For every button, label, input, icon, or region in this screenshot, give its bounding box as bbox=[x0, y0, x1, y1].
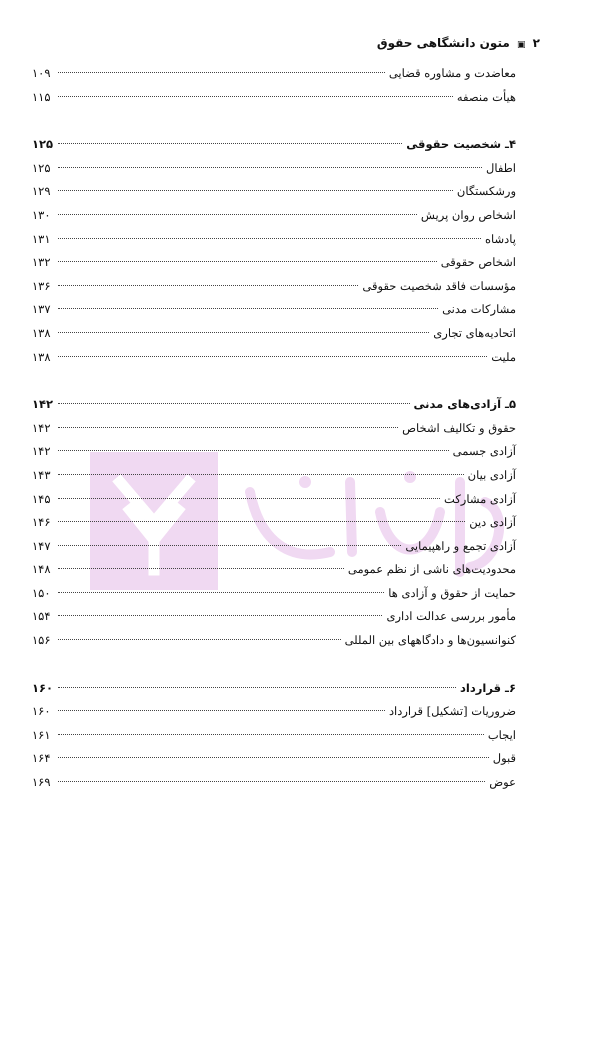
page-number: ۱۴۷ bbox=[32, 538, 51, 553]
toc-entry bbox=[32, 535, 516, 559]
toc-entry bbox=[32, 417, 516, 441]
toc-entry bbox=[32, 86, 516, 110]
page-number: ۱۴۳ bbox=[32, 467, 51, 482]
toc-section bbox=[32, 393, 516, 653]
dot-leader bbox=[58, 261, 437, 262]
dot-leader bbox=[58, 734, 484, 735]
toc-section bbox=[32, 133, 516, 369]
entry-title: مؤسسات فاقد شخصیت حقوقی bbox=[362, 278, 516, 293]
page-number: ۱۳۸ bbox=[32, 325, 51, 340]
toc-entry bbox=[32, 440, 516, 464]
entry-title: آزادی تجمع و راهپیمایی bbox=[405, 538, 516, 553]
entry-title: حمایت از حقوق و آزادی ها bbox=[388, 585, 516, 600]
dot-leader bbox=[58, 639, 341, 640]
dot-leader bbox=[58, 568, 344, 569]
page-number: ۱۵۶ bbox=[32, 633, 51, 648]
chapter-title: ۶ـ قرارداد bbox=[460, 680, 516, 695]
dot-leader bbox=[58, 190, 453, 191]
page-number: ۱۴۵ bbox=[32, 491, 51, 506]
toc-entry bbox=[32, 157, 516, 181]
page-number: ۱۴۲ bbox=[32, 420, 51, 435]
dot-leader bbox=[58, 285, 358, 286]
dot-leader bbox=[58, 72, 385, 73]
dot-leader bbox=[58, 710, 385, 711]
entry-title: مشارکات مدنی bbox=[442, 302, 516, 317]
toc-chapter-heading bbox=[32, 393, 516, 417]
toc-entry bbox=[32, 700, 516, 724]
toc-entry bbox=[32, 605, 516, 629]
entry-title: آزادی دین bbox=[469, 515, 516, 530]
entry-title: اشخاص حقوقی bbox=[440, 255, 516, 270]
entry-title: ملیت bbox=[491, 349, 516, 364]
page-number: ۱۶۱ bbox=[32, 727, 51, 742]
chapter-title: ۴ـ شخصیت حقوقی bbox=[406, 137, 516, 152]
dot-leader bbox=[58, 521, 465, 522]
page-number: ۱۶۴ bbox=[32, 751, 51, 766]
dot-leader bbox=[58, 238, 481, 239]
entry-title: ورشکستگان bbox=[456, 184, 516, 199]
toc-entry bbox=[32, 62, 516, 86]
page-number: ۱۶۹ bbox=[32, 775, 51, 790]
page-number: ۱۳۸ bbox=[32, 349, 51, 364]
page-number: ۱۳۱ bbox=[32, 231, 51, 246]
toc-chapter-heading bbox=[32, 133, 516, 157]
table-of-contents bbox=[32, 62, 516, 819]
dot-leader bbox=[58, 781, 485, 782]
page-number: ۱۵۴ bbox=[32, 609, 51, 624]
toc-entry bbox=[32, 228, 516, 252]
toc-entry bbox=[32, 511, 516, 535]
toc-entry bbox=[32, 464, 516, 488]
toc-entry bbox=[32, 747, 516, 771]
toc-chapter-heading bbox=[32, 677, 516, 701]
square-bullet-icon: ▣ bbox=[516, 40, 526, 50]
running-header bbox=[377, 36, 540, 50]
dot-leader bbox=[58, 308, 438, 309]
toc-entry bbox=[32, 629, 516, 653]
entry-title: اشخاص روان پریش bbox=[420, 207, 516, 222]
entry-title: کنوانسیون‌ها و دادگاههای بین المللی bbox=[344, 633, 516, 648]
toc-entry bbox=[32, 488, 516, 512]
page-number: ۱۴۲ bbox=[32, 444, 51, 459]
dot-leader bbox=[58, 427, 398, 428]
dot-leader bbox=[58, 167, 482, 168]
entry-title: مأمور بررسی عدالت اداری bbox=[386, 609, 516, 624]
entry-title: قبول bbox=[492, 751, 516, 766]
toc-entry bbox=[32, 582, 516, 606]
toc-entry bbox=[32, 558, 516, 582]
dot-leader bbox=[58, 356, 487, 357]
page-number: ۱۶۰ bbox=[32, 704, 51, 719]
entry-title: عوض bbox=[489, 775, 516, 790]
dot-leader bbox=[58, 687, 456, 688]
page-number: ۱۶۰ bbox=[32, 680, 54, 695]
toc-entry bbox=[32, 346, 516, 370]
dot-leader bbox=[58, 450, 449, 451]
dot-leader bbox=[58, 332, 429, 333]
dot-leader bbox=[58, 498, 440, 499]
page-number: ۱۵۰ bbox=[32, 585, 51, 600]
page-number: ۱۲۵ bbox=[32, 160, 51, 175]
entry-title: آزادی بیان bbox=[467, 467, 516, 482]
page-number: ۱۳۰ bbox=[32, 207, 51, 222]
page-number: ۱۳۷ bbox=[32, 302, 51, 317]
entry-title: آزادی مشارکت bbox=[444, 491, 516, 506]
dot-leader bbox=[58, 757, 489, 758]
page-number: ۱۴۲ bbox=[32, 397, 54, 412]
page-number: ۱۱۵ bbox=[32, 89, 51, 104]
toc-section bbox=[32, 62, 516, 109]
page-number: ۱۴۶ bbox=[32, 515, 51, 530]
entry-title: حقوق و تکالیف اشخاص bbox=[402, 420, 516, 435]
entry-title: ایجاب bbox=[487, 727, 516, 742]
entry-title: ضروریات [تشکیل] قرارداد bbox=[388, 704, 516, 719]
toc-entry bbox=[32, 771, 516, 795]
entry-title: اطفال bbox=[485, 160, 516, 175]
dot-leader bbox=[58, 592, 384, 593]
dot-leader bbox=[58, 143, 402, 144]
dot-leader bbox=[58, 615, 382, 616]
toc-section bbox=[32, 677, 516, 795]
page-number: ۱۴۸ bbox=[32, 562, 51, 577]
page-number: ۱۳۶ bbox=[32, 278, 51, 293]
page-number: ۱۲۹ bbox=[32, 184, 51, 199]
toc-entry bbox=[32, 322, 516, 346]
page-number: ۱۳۲ bbox=[32, 255, 51, 270]
dot-leader bbox=[58, 96, 453, 97]
page-number: ۱۲۵ bbox=[32, 137, 54, 152]
page-number: ۱۰۹ bbox=[32, 66, 51, 80]
book-title: متون دانشگاهی حقوق bbox=[376, 36, 510, 50]
toc-entry bbox=[32, 298, 516, 322]
entry-title: آزادی جسمی bbox=[452, 444, 516, 459]
chapter-title: ۵ـ آزادی‌های مدنی bbox=[413, 397, 516, 412]
page-number: ۲ bbox=[532, 36, 540, 50]
dot-leader bbox=[58, 545, 401, 546]
dot-leader bbox=[58, 474, 464, 475]
toc-entry bbox=[32, 275, 516, 299]
entry-title: معاضدت و مشاوره قضایی bbox=[388, 66, 516, 80]
entry-title: هیأت منصفه bbox=[456, 89, 516, 104]
dot-leader bbox=[58, 403, 410, 404]
toc-entry bbox=[32, 180, 516, 204]
entry-title: پادشاه bbox=[485, 231, 516, 246]
toc-entry bbox=[32, 251, 516, 275]
entry-title: محدودیت‌های ناشی از نظم عمومی bbox=[347, 562, 516, 577]
toc-entry bbox=[32, 724, 516, 748]
dot-leader bbox=[58, 214, 417, 215]
toc-entry bbox=[32, 204, 516, 228]
entry-title: اتحادیه‌های تجاری bbox=[433, 325, 516, 340]
